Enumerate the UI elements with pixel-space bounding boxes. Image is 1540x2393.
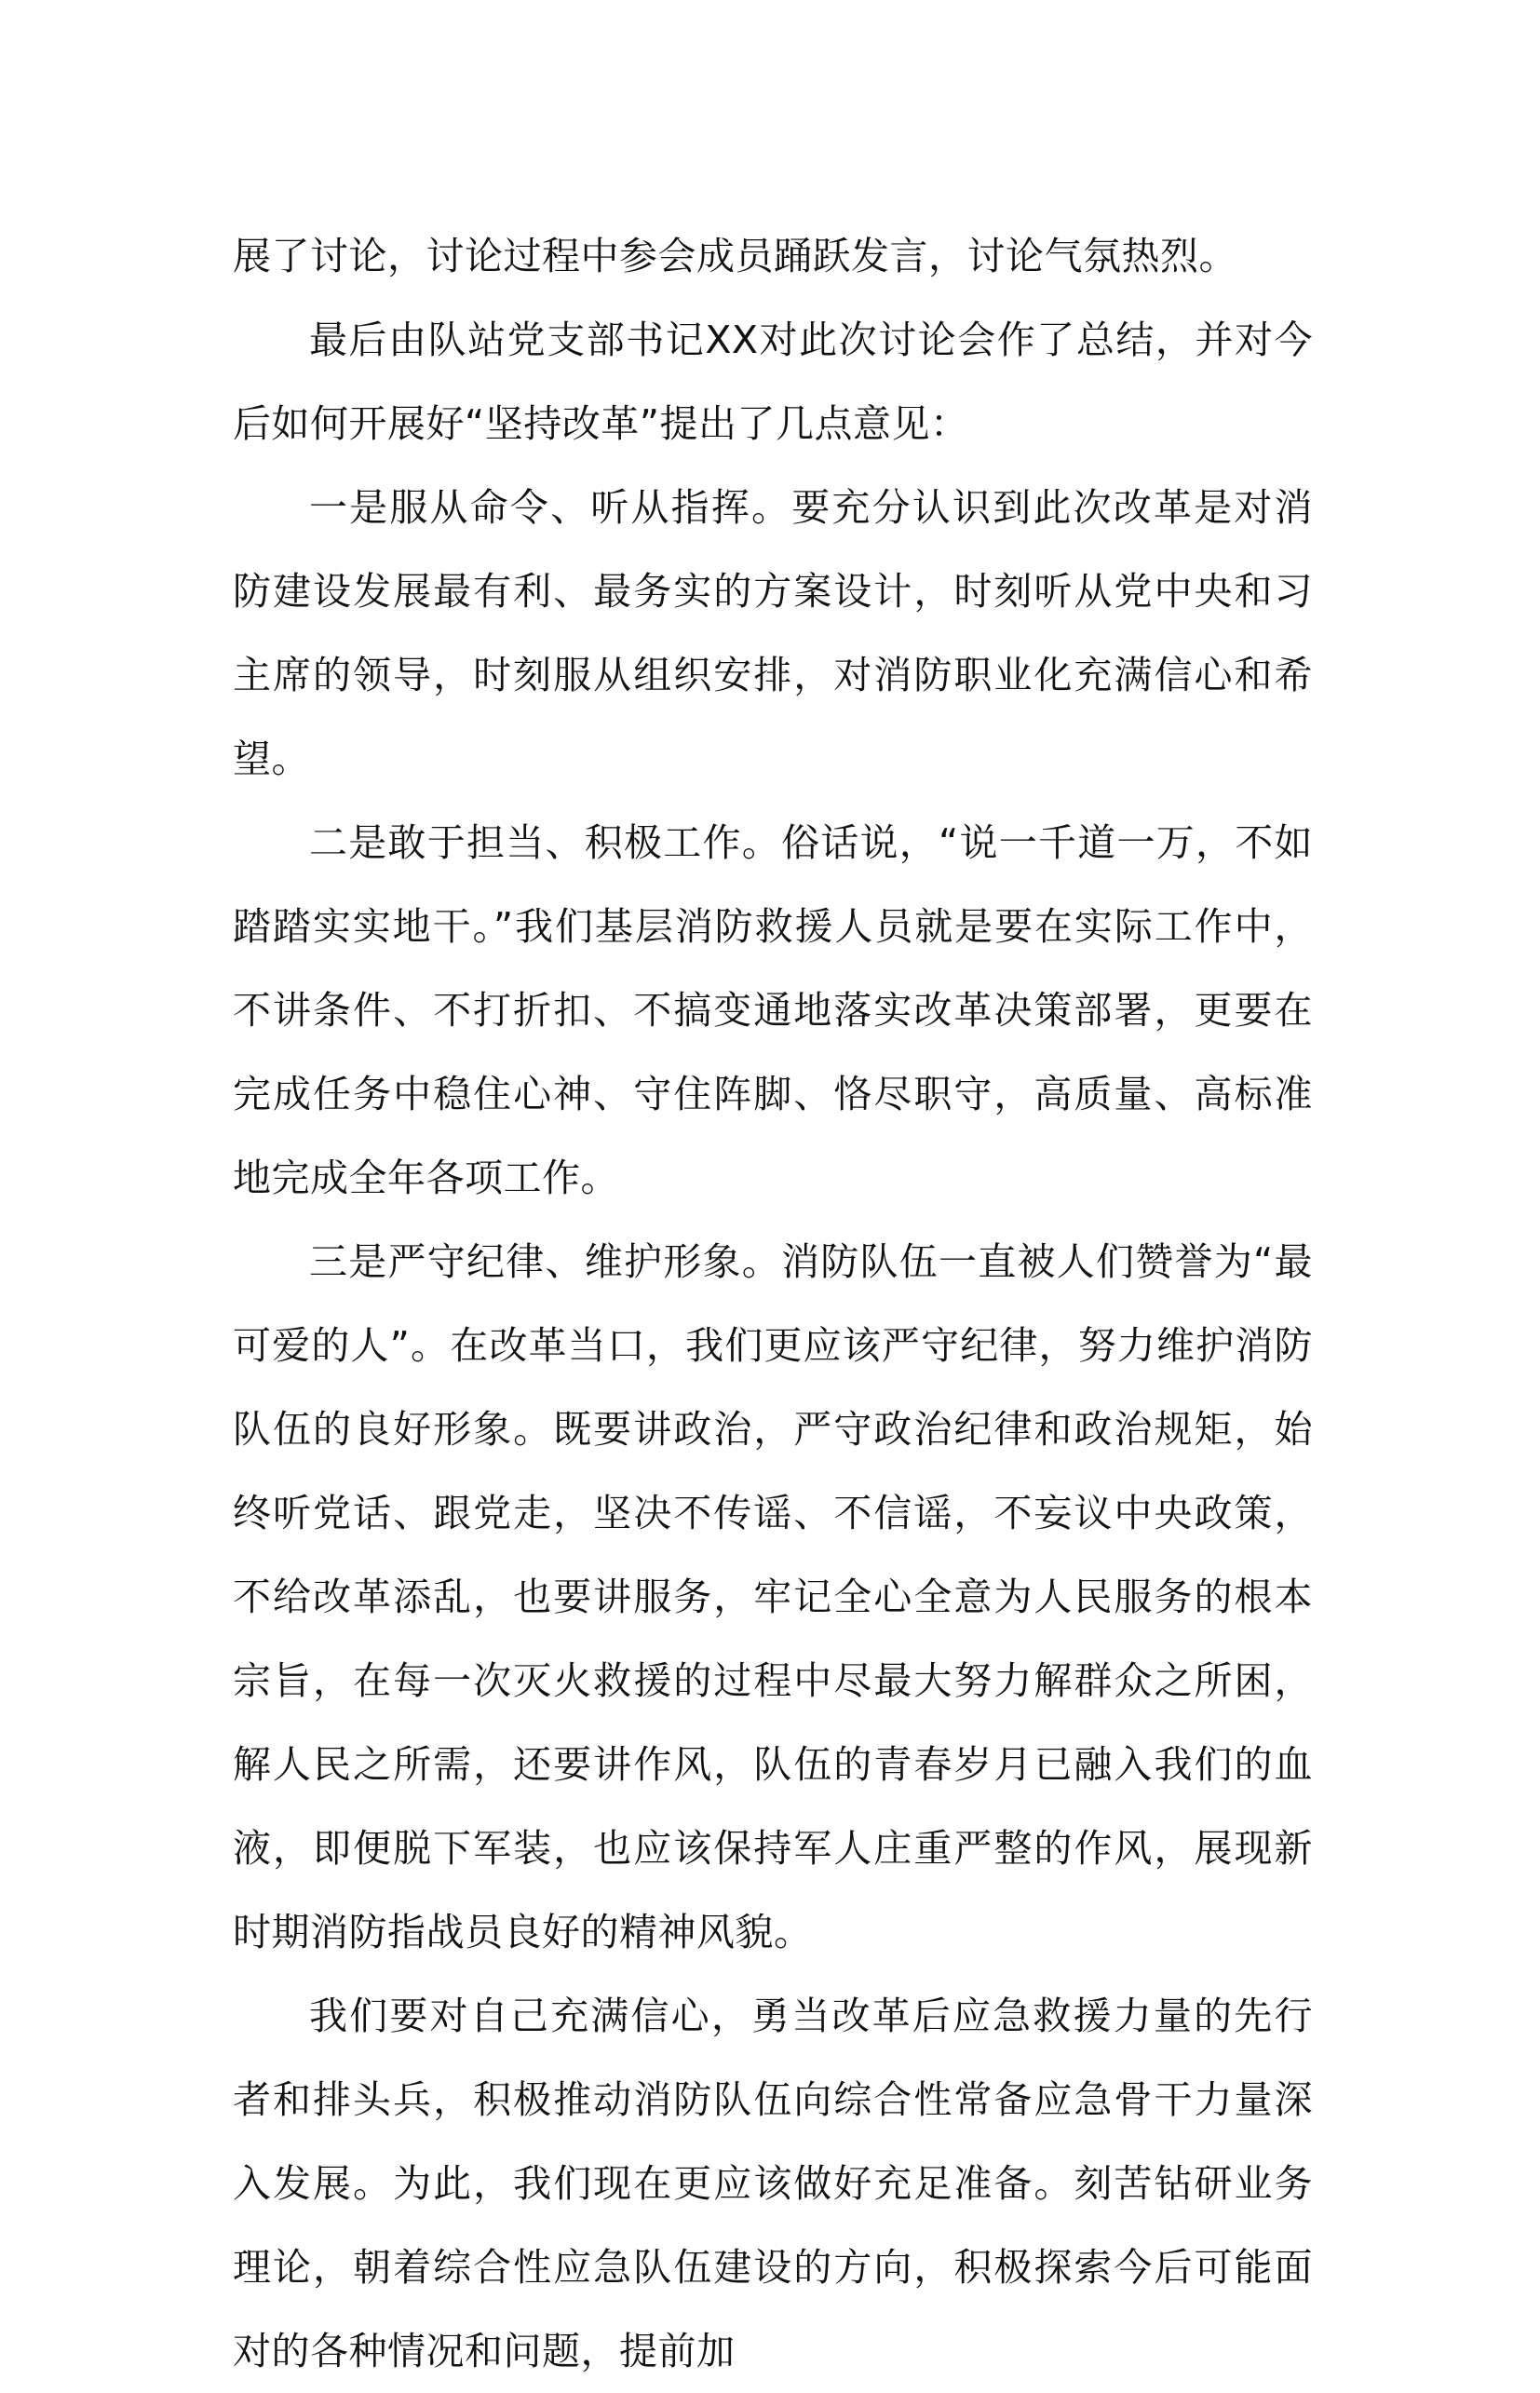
paragraph-point-two: 二是敢于担当、积极工作。俗话说，“说一千道一万，不如踏踏实实地干。”我们基层消防救援人员就是要在实际工作中，不讲条件、不打折扣、不搞变通地落实改革决策部署，更要在完成任务中稳住心神、守住阵脚、恪尽职守，高质量、高标准地完成全年各项工作。 <box>233 820 1313 1200</box>
paragraph-point-three: 三是严守纪律、维护形象。消防队伍一直被人们赞誉为“最可爱的人”。在改革当口，我们更应该严守纪律，努力维护消防队伍的良好形象。既要讲政治，严守政治纪律和政治规矩，始终听党话、跟党走，坚决不传谣、不信谣，不妄议中央政策，不给改革添乱，也要讲服务，牢记全心全意为人民服务的根本宗旨，在每一次灭火救援的过程中尽最大努力解群众之所困，解人民之所需，还要讲作风，队伍的青春岁月已融入我们的血液，即便脱下军装，也应该保持军人庄重严整的作风，展现新时期消防指战员良好的精神风貌。 <box>233 1239 1313 1954</box>
paragraph-summary-intro: 最后由队站党支部书记XX对此次讨论会作了总结，并对今后如何开展好“坚持改革”提出了几点意见： <box>233 318 1313 446</box>
paragraph-discussion-continued: 展了讨论，讨论过程中参会成员踊跃发言，讨论气氛热烈。 <box>233 234 1237 278</box>
document-body <box>233 214 1313 2393</box>
paragraph-conclusion: 我们要对自己充满信心，勇当改革后应急救援力量的先行者和排头兵，积极推动消防队伍向综合性常备应急骨干力量深入发展。为此，我们现在更应该做好充足准备。刻苦钻研业务理论，朝着综合性应急队伍建设的方向，积极探索今后可能面对的各种情况和问题，提前加 <box>233 1994 1313 2373</box>
paragraph-point-one: 一是服从命令、听从指挥。要充分认识到此次改革是对消防建设发展最有利、最务实的方案设计，时刻听从党中央和习主席的领导，时刻服从组织安排，对消防职业化充满信心和希望。 <box>233 485 1313 781</box>
